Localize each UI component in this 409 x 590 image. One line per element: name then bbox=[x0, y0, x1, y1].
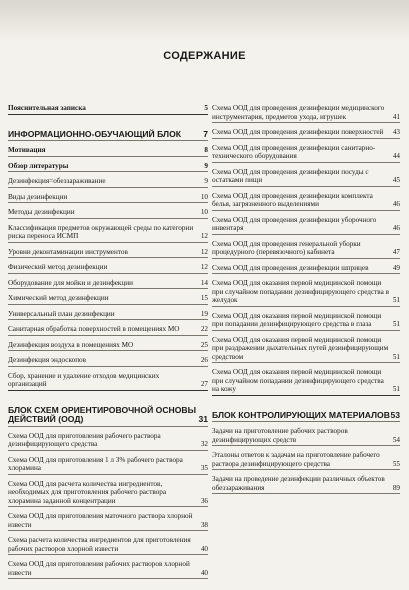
toc-entry-title: Схема ООД для проведения дезинфекции шприцев bbox=[212, 263, 369, 272]
toc-entry-title: Химический метод дезинфекции bbox=[8, 294, 109, 302]
toc-page-number: 9 bbox=[204, 161, 208, 170]
toc-entry bbox=[212, 127, 400, 139]
toc-page-number: 10 bbox=[200, 192, 208, 201]
section-spacer bbox=[8, 395, 208, 405]
toc-entry-title: Схема расчета количества ингредиентов для приготовления рабочих растворов хлорной извести bbox=[8, 536, 191, 553]
toc-entry bbox=[8, 479, 208, 508]
toc-page-number: 19 bbox=[200, 309, 208, 318]
toc-section-heading bbox=[8, 129, 208, 142]
toc-entry bbox=[212, 239, 400, 259]
toc-entry-title: Классификация предметов окружающей среды по категории риска переноса ИСМП bbox=[8, 223, 194, 240]
toc-page-number: 46 bbox=[392, 224, 400, 232]
toc-entry-title: Оборудование для мойки и дезинфекции bbox=[8, 278, 133, 287]
toc-entry bbox=[212, 103, 400, 123]
toc-page-number: 12 bbox=[200, 247, 208, 256]
toc-entry bbox=[8, 309, 208, 321]
toc-page-number: 5 bbox=[204, 104, 208, 112]
toc-entry bbox=[212, 335, 400, 364]
toc-entry-title: Схема ООД для приготовления рабочих растворов хлорной извести bbox=[8, 560, 190, 577]
toc-page-number: 51 bbox=[392, 385, 400, 393]
toc-entry bbox=[212, 143, 400, 163]
toc-entry-title: БЛОК КОНТРОЛИРУЮЩИХ МАТЕРИАЛОВ bbox=[212, 409, 390, 420]
toc-entry-title: Схема ООД для проведения генеральной уборки процедурного (перевязочного) кабинета bbox=[212, 239, 361, 256]
toc-page-number: 54 bbox=[392, 435, 400, 444]
toc-entry bbox=[8, 431, 208, 451]
toc-page-number: 45 bbox=[392, 176, 400, 184]
toc-page-number: 51 bbox=[392, 320, 400, 328]
toc-entry bbox=[8, 278, 208, 290]
toc-page-number: 55 bbox=[392, 459, 400, 468]
toc-entry bbox=[8, 207, 208, 219]
toc-page-number: 10 bbox=[200, 208, 208, 216]
toc-left-column bbox=[8, 103, 208, 583]
toc-entry-title: Схема ООД для оказания первой медицинской помощи при попадании дезинфицирующего средства в глаза bbox=[212, 311, 382, 328]
toc-entry bbox=[8, 355, 208, 367]
toc-page-number: 40 bbox=[200, 544, 208, 553]
toc-page-number: 44 bbox=[392, 152, 400, 160]
toc-entry bbox=[212, 426, 400, 446]
toc-entry bbox=[212, 215, 400, 235]
toc-entry-title: Схема ООД для проведения дезинфекции санитарно-технического оборудования bbox=[212, 143, 376, 160]
toc-entry-title: Пояснительная записка bbox=[8, 104, 86, 112]
toc-entry-title: Дезинфекция эндоскопов bbox=[8, 356, 87, 364]
toc-entry-title: Дезинфекция воздуха в помещениях МО bbox=[8, 340, 134, 349]
toc-entry bbox=[8, 455, 208, 475]
toc-page-number: 49 bbox=[392, 263, 400, 272]
toc-entry-title: Схема ООД для оказания первой медицинской помощи при случайном попадании дезинфицирующего средства на кожу bbox=[212, 368, 384, 393]
toc-entry-title: Уровни деконтаминации инструментов bbox=[8, 247, 128, 256]
toc-entry bbox=[8, 340, 208, 352]
toc-entry-title: Универсальный план дезинфекции bbox=[8, 309, 115, 318]
toc-page-number: 51 bbox=[392, 352, 400, 361]
toc-entry-title: Дезинфекция=обеззараживание bbox=[8, 177, 106, 185]
toc-entry bbox=[212, 263, 400, 275]
toc-page-number: 22 bbox=[200, 325, 208, 333]
toc-page-number: 8 bbox=[204, 146, 208, 154]
toc-entry bbox=[8, 247, 208, 259]
toc-entry bbox=[8, 371, 208, 391]
toc-page-number: 9 bbox=[204, 177, 208, 185]
toc-entry-title: Схема ООД для проведения дезинфекции поверхностей bbox=[212, 128, 384, 136]
toc-entry-title: Схема ООД для приготовления маточного раствора хлорной извести bbox=[8, 512, 193, 529]
page-top-shadow bbox=[0, 0, 409, 42]
toc-entry bbox=[8, 161, 208, 173]
toc-page-number: 26 bbox=[200, 356, 208, 364]
toc-page-number: 43 bbox=[392, 128, 400, 136]
toc-page-number: 46 bbox=[392, 200, 400, 208]
toc-page-number: 51 bbox=[392, 296, 400, 304]
toc-entry-title: ИНФОРМАЦИОННО-ОБУЧАЮЩИЙ БЛОК bbox=[8, 128, 182, 139]
toc-entry-title: Физический метод дезинфекции bbox=[8, 263, 108, 271]
toc-entry bbox=[8, 324, 208, 336]
toc-entry bbox=[8, 511, 208, 531]
toc-entry-title: Схема ООД для проведения дезинфекции комплекта белья, загрязненного выделениями bbox=[212, 191, 373, 208]
toc-entry-title: Схема ООД для приготовления 1 л 3% рабочего раствора хлорамина bbox=[8, 455, 183, 472]
toc-entry-title: Санитарная обработка поверхностей в помещениях МО bbox=[8, 325, 180, 333]
section-spacer bbox=[212, 400, 400, 410]
toc-entry-title: Схема ООД для оказания первой медицинской помощи при раздражении дыхательных путей дезинфицирующим средством bbox=[212, 335, 389, 361]
toc-page-number: 15 bbox=[200, 294, 208, 302]
toc-entry-title: Задачи на приготовление рабочих растворов дезинфицирующих средств bbox=[212, 427, 348, 444]
toc-entry-title: Схема ООД для приготовления рабочего раствора дезинфицирующего средства bbox=[8, 431, 161, 448]
toc-entry-title: Методы дезинфекции bbox=[8, 208, 75, 216]
toc-entry bbox=[8, 192, 208, 204]
toc-entry-title: Задачи на проведение дезинфекции различных объектов обеззараживания bbox=[212, 475, 385, 492]
toc-right-column bbox=[212, 103, 400, 498]
toc-entry-title: Схема ООД для оказания первой медицинской помощи при случайном попадании дезинфицирующего средства в желудок bbox=[212, 279, 389, 304]
toc-page-number: 7 bbox=[203, 128, 208, 139]
toc-page-number: 27 bbox=[200, 380, 208, 388]
toc-entry-title: Схема ООД для расчета количества ингредиентов, необходимых для приготовления рабочего раствора хлорамина заданной концентрации bbox=[8, 479, 167, 505]
toc-page-number: 47 bbox=[392, 248, 400, 256]
toc-entry-title: Обзор литературы bbox=[8, 161, 69, 170]
toc-page-number: 31 bbox=[198, 414, 208, 424]
toc-page-number: 32 bbox=[200, 440, 208, 448]
toc-entry bbox=[8, 293, 208, 305]
section-spacer bbox=[8, 119, 208, 129]
toc-entry bbox=[212, 278, 400, 307]
toc-entry bbox=[8, 535, 208, 555]
page-title: СОДЕРЖАНИЕ bbox=[163, 50, 246, 62]
toc-entry bbox=[8, 176, 208, 188]
toc-entry bbox=[212, 167, 400, 187]
toc-entry bbox=[8, 559, 208, 579]
toc-entry-title: Схема ООД для проведения дезинфекции медицинского инструментария, предметов ухода, игрушек bbox=[212, 104, 385, 121]
toc-entry-title: Эталоны ответов к задачам на приготовление рабочего раствора дезинфицирующего средства bbox=[212, 451, 380, 468]
toc-entry bbox=[212, 450, 400, 470]
toc-page-number: 36 bbox=[200, 496, 208, 505]
toc-entry-title: Сбор, хранение и удаление отходов медицинских организаций bbox=[8, 371, 160, 388]
toc-page-number: 40 bbox=[200, 568, 208, 577]
toc-entry bbox=[212, 191, 400, 211]
toc-entry bbox=[212, 474, 400, 494]
toc-entry bbox=[8, 103, 208, 115]
toc-entry bbox=[212, 311, 400, 331]
toc-entry-title: Схема ООД для проведения дезинфекции уборочного инвентаря bbox=[212, 215, 377, 232]
toc-page-number: 38 bbox=[200, 520, 208, 529]
toc-section-heading bbox=[8, 405, 208, 427]
toc-entry-title: Мотивация bbox=[8, 146, 46, 154]
toc-page-number: 53 bbox=[390, 409, 400, 420]
toc-page-number: 14 bbox=[200, 278, 208, 287]
toc-page-number: 41 bbox=[392, 112, 400, 121]
toc-entry-title: БЛОК СХЕМ ОРИЕНТИРОВОЧНОЙ ОСНОВЫ ДЕЙСТВИЙ (ООД) bbox=[8, 404, 197, 424]
toc-page-number: 25 bbox=[200, 340, 208, 349]
toc-section-heading bbox=[212, 410, 400, 423]
toc-page-number: 12 bbox=[200, 232, 208, 240]
toc-page-number: 35 bbox=[200, 464, 208, 472]
toc-entry-title: Виды дезинфекции bbox=[8, 192, 68, 201]
toc-entry bbox=[8, 262, 208, 274]
toc-entry bbox=[212, 367, 400, 396]
toc-entry bbox=[8, 145, 208, 157]
toc-page-number: 12 bbox=[200, 263, 208, 271]
toc-entry bbox=[8, 223, 208, 243]
toc-page-number: 89 bbox=[392, 483, 400, 492]
toc-entry-title: Схема ООД для проведения дезинфекции посуды с остатками пищи bbox=[212, 167, 369, 184]
